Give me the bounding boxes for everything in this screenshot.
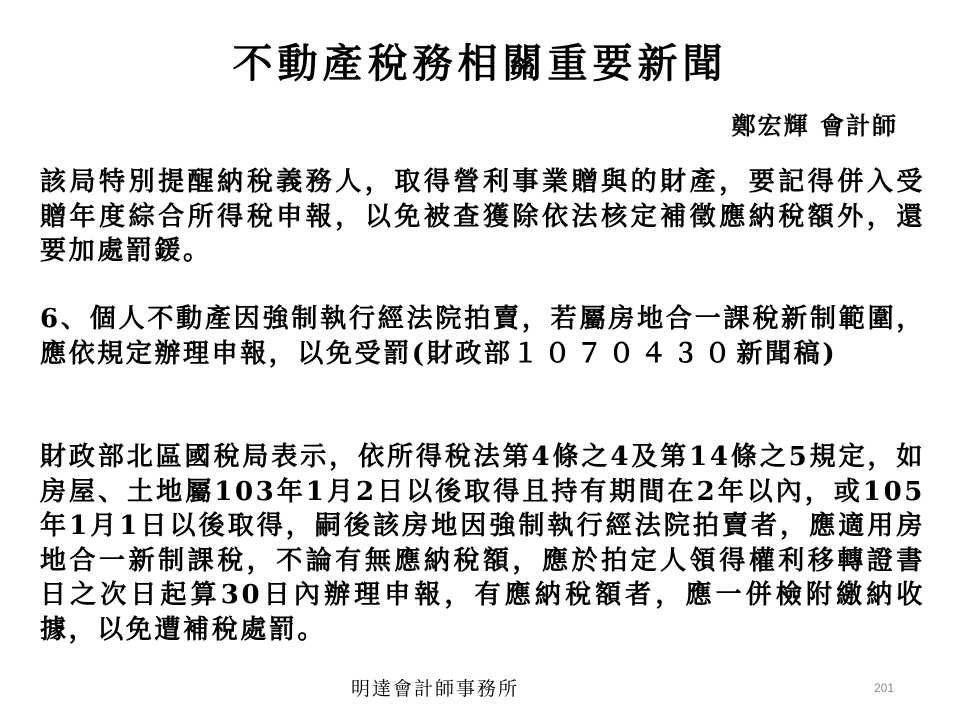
press-release-date: １０７０４３０ [512, 338, 737, 369]
news-heading-text: 6、個人不動產因強制執行經法院拍賣，若屬房地合一課稅新制範圍，應依規定辦理申報，以免受罰(財政部 [40, 304, 925, 369]
paragraph-news-heading [40, 302, 925, 371]
page-title: 不動產稅務相關重要新聞 [232, 40, 728, 87]
author-name: 鄭宏輝 會計師 [731, 111, 898, 140]
paragraph-tax-reminder: 該局特別提醒納稅義務人，取得營利事業贈與的財產，要記得併入受贈年度綜合所得稅申報，以免被查獲除依法核定補徵應納稅額外，還要加處罰鍰。 [40, 167, 925, 266]
news-heading-suffix: 新聞稿) [736, 338, 838, 369]
footer-firm-name: 明達會計師事務所 [350, 678, 519, 700]
page-number: 201 [874, 681, 895, 695]
paragraph-news-body: 財政部北區國稅局表示，依所得稅法第4條之4及第14條之5規定，如房屋、土地屬103年1月2日以後取得且持有期間在2年以內，或105年1月1日以後取得，嗣後該房地因強制執行經法院拍賣者，應適用房地合一新制課稅，不論有無應納稅額，應於拍定人領得權利移轉證書日之次日起算30日內辦理申報，有應納稅額者，應一併檢附繳納收據，以免遭補稅處罰。 [40, 442, 925, 645]
